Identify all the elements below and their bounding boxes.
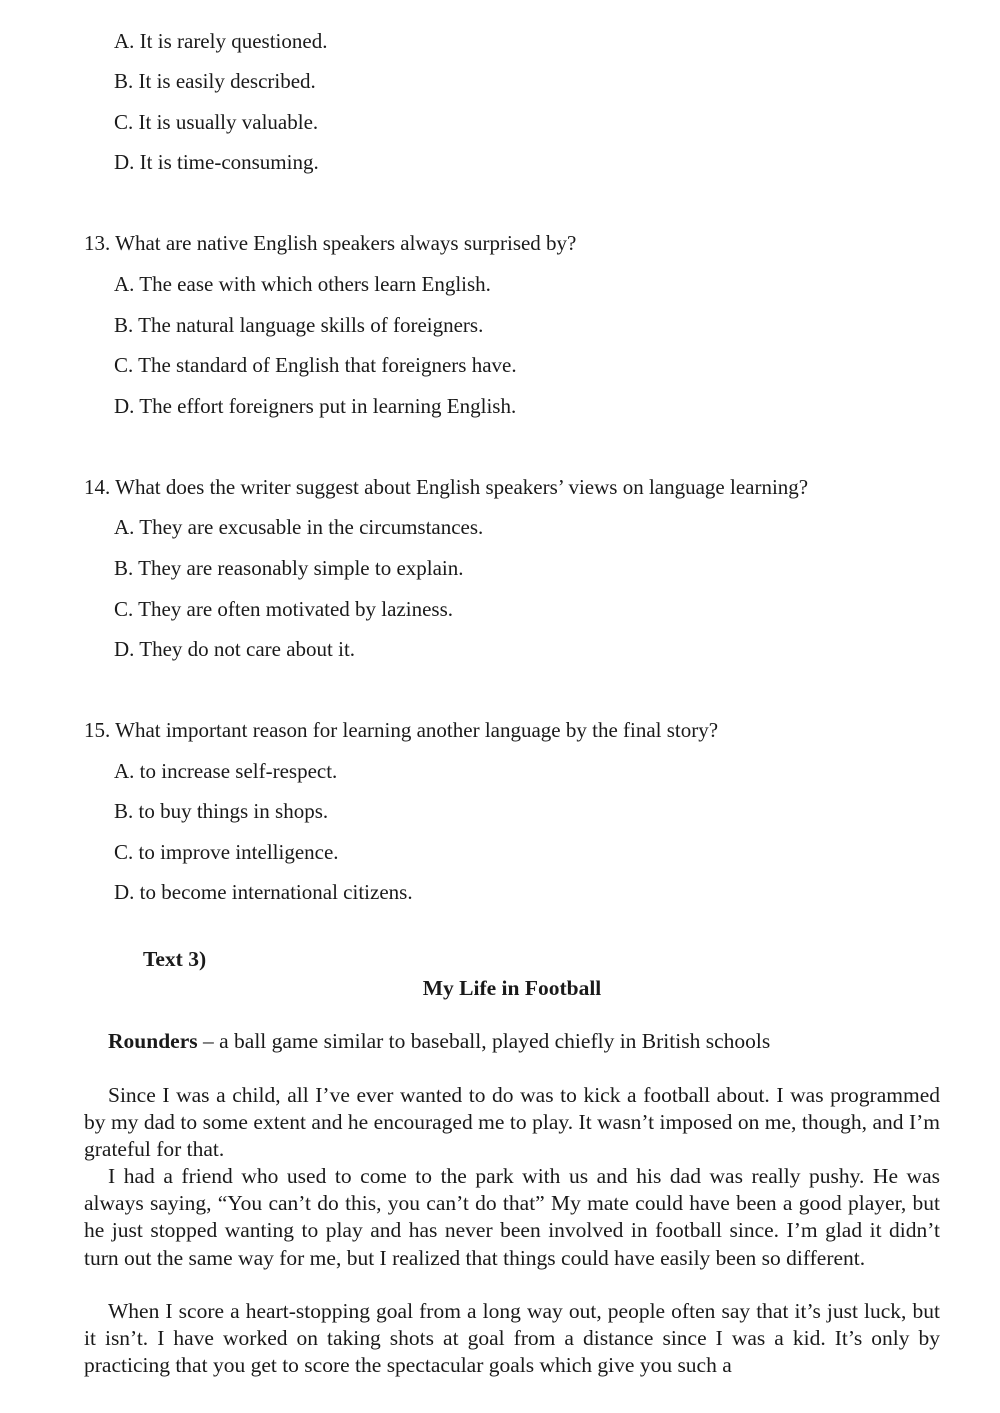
glossary-note — [108, 1028, 770, 1054]
q15-option-c: C. to improve intelligence. — [114, 840, 339, 864]
q14-question: 14. What does the writer suggest about English speakers’ views on language learning? — [84, 475, 809, 499]
q13-option-c: C. The standard of English that foreigners have. — [114, 353, 517, 377]
q14-option-a: A. They are excusable in the circumstances. — [114, 515, 484, 539]
q13-option-d: D. The effort foreigners put in learning English. — [114, 394, 517, 418]
q12-option-b: B. It is easily described. — [114, 69, 316, 93]
q12-option-c: C. It is usually valuable. — [114, 110, 319, 134]
paragraph-2: I had a friend who used to come to the park with us and his dad was really pushy. He was always saying, “You can’t do this, you can’t do that” My mate could have been a good player, but he just stopped wanting to play and has never been involved in football since. I’m glad it didn’t turn out the same way for me, but I realized that things could have easily been so different. — [84, 1164, 940, 1270]
q14-option-d: D. They do not care about it. — [114, 637, 356, 661]
glossary-definition: – a ball game similar to baseball, played chiefly in British schools — [197, 1029, 771, 1053]
q15-question: 15. What important reason for learning another language by the final story? — [84, 718, 719, 742]
q12-option-a: A. It is rarely questioned. — [114, 29, 328, 53]
q14-option-c: C. They are often motivated by laziness. — [114, 597, 454, 621]
q13-option-b: B. The natural language skills of foreigners. — [114, 313, 484, 337]
q13-question: 13. What are native English speakers always surprised by? — [84, 231, 577, 255]
q13-option-a: A. The ease with which others learn English. — [114, 272, 491, 296]
paragraph-1: Since I was a child, all I’ve ever wanted to do was to kick a football about. I was programmed by my dad to some extent and he encouraged me to play. It wasn’t imposed on me, though, and I’m grateful for that. — [84, 1083, 940, 1162]
q12-option-d: D. It is time-consuming. — [114, 150, 319, 174]
paragraph-3: When I score a heart-stopping goal from a long way out, people often say that it’s just luck, but it isn’t. I have worked on taking shots at goal from a distance since I was a kid. It’s only by practicing that you get to score the spectacular goals which give you such a — [84, 1299, 940, 1378]
q15-option-a: A. to increase self-respect. — [114, 759, 338, 783]
text3-title: My Life in Football — [422, 976, 602, 1000]
text3-label: Text 3) — [143, 947, 207, 971]
glossary-term: Rounders — [108, 1029, 198, 1053]
q15-option-d: D. to become international citizens. — [114, 880, 413, 904]
q15-option-b: B. to buy things in shops. — [114, 799, 329, 823]
q14-option-b: B. They are reasonably simple to explain. — [114, 556, 464, 580]
